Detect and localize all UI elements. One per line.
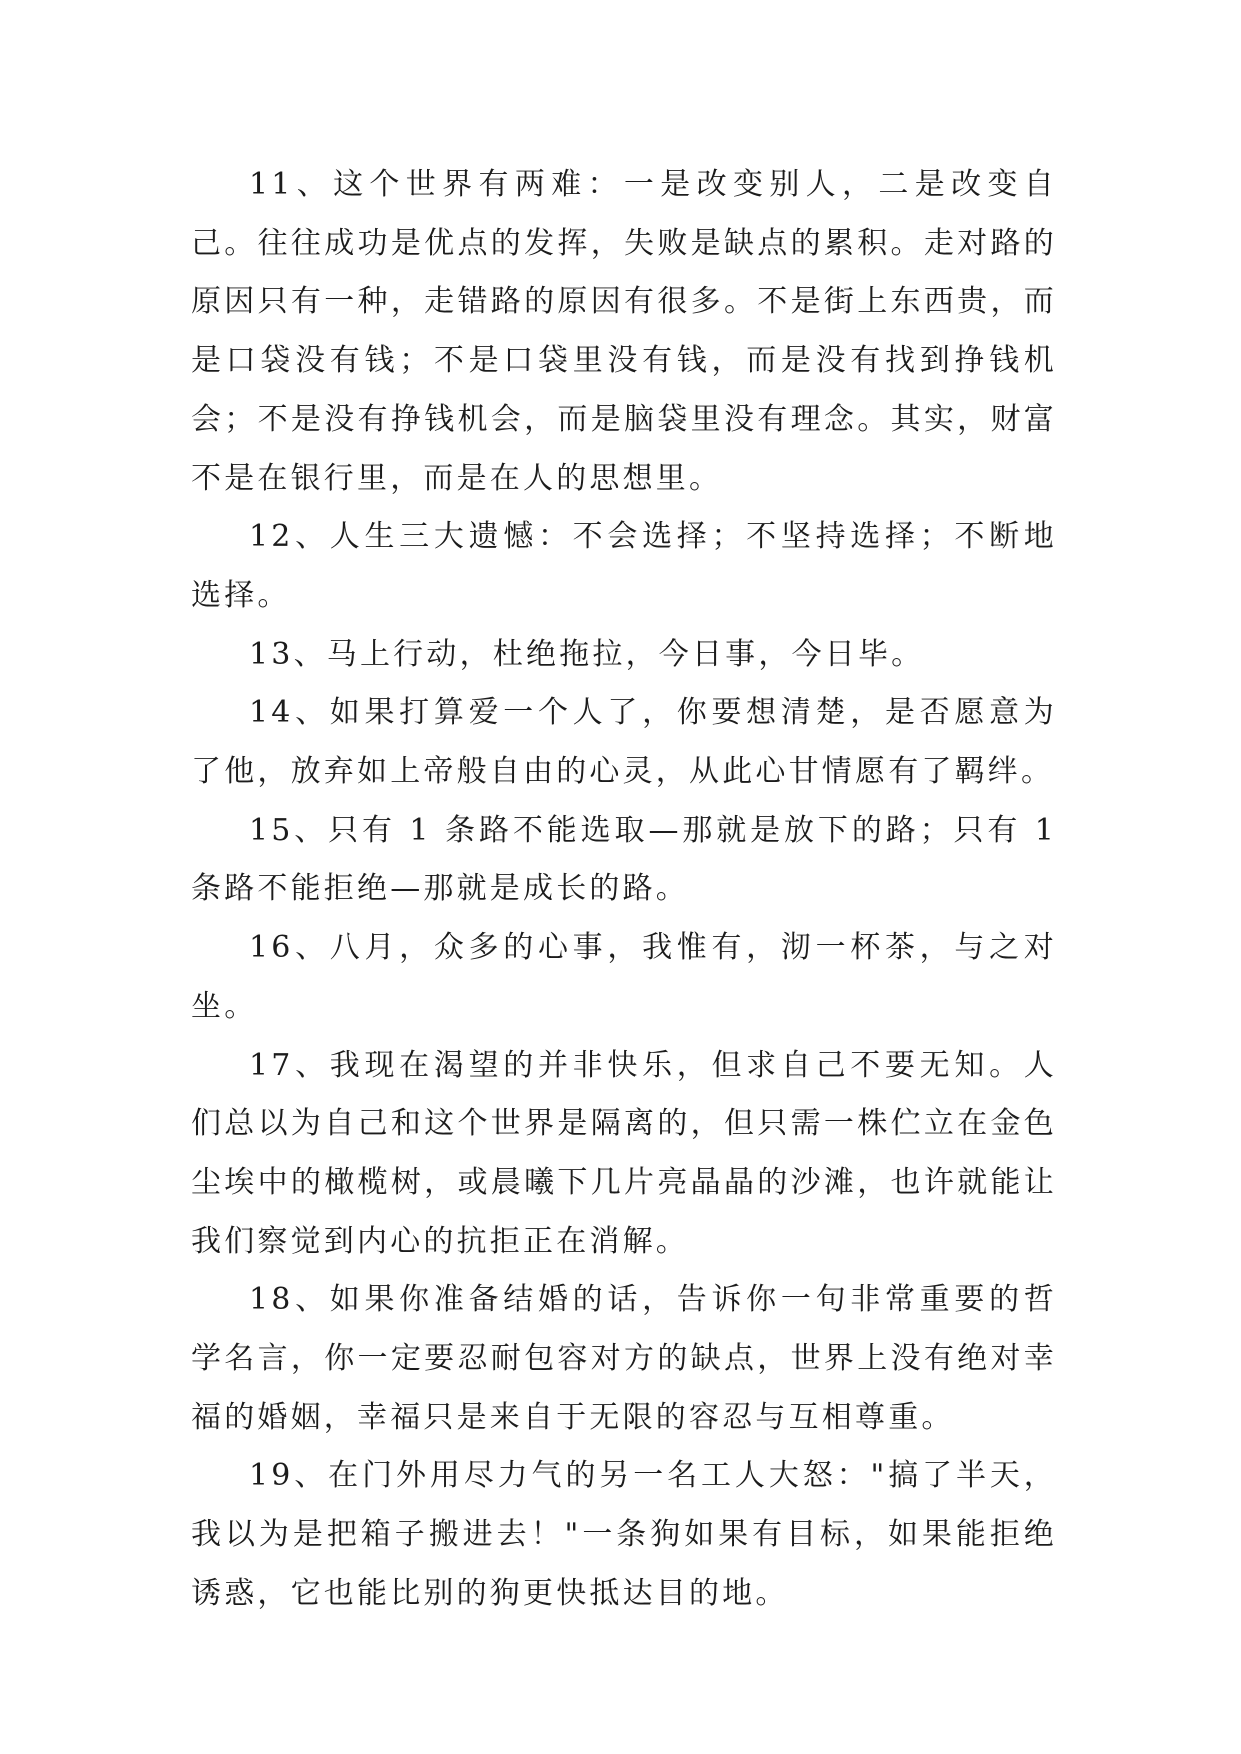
document-body [191,156,1057,1624]
paragraph-17: 17、我现在渴望的并非快乐，但求自己不要无知。人们总以为自己和这个世界是隔离的，但只需一株伫立在金色尘埃中的橄榄树，或晨曦下几片亮晶晶的沙滩，也许就能让我们察觉到内心的抗拒正在消解。 [191,1047,1057,1259]
paragraph-13: 13、马上行动，杜绝拖拉，今日事，今日毕。 [249,636,925,672]
paragraph-16: 16、八月，众多的心事，我惟有，沏一杯茶，与之对坐。 [191,930,1057,1024]
paragraph-11: 11、这个世界有两难：一是改变别人，二是改变自己。往往成功是优点的发挥，失败是缺点的累积。走对路的原因只有一种，走错路的原因有很多。不是街上东西贵，而是口袋没有钱；不是口袋里没有钱，而是没有找到挣钱机会；不是没有挣钱机会，而是脑袋里没有理念。其实，财富不是在银行里，而是在人的思想里。 [191,167,1057,496]
paragraph-15: 15、只有 1 条路不能选取—那就是放下的路；只有 1 条路不能拒绝—那就是成长的路。 [191,812,1057,907]
paragraph-14: 14、如果打算爱一个人了，你要想清楚，是否愿意为了他，放弃如上帝般自由的心灵，从此心甘情愿有了羁绊。 [191,695,1057,790]
paragraph-19: 19、在门外用尽力气的另一名工人大怒："搞了半天，我以为是把箱子搬进去！"一条狗如果有目标，如果能拒绝诱惑，它也能比别的狗更快抵达目的地。 [191,1458,1057,1611]
paragraph-18: 18、如果你准备结婚的话，告诉你一句非常重要的哲学名言，你一定要忍耐包容对方的缺点，世界上没有绝对幸福的婚姻，幸福只是来自于无限的容忍与互相尊重。 [191,1282,1057,1435]
paragraph-12: 12、人生三大遗憾：不会选择；不坚持选择；不断地选择。 [191,519,1057,613]
